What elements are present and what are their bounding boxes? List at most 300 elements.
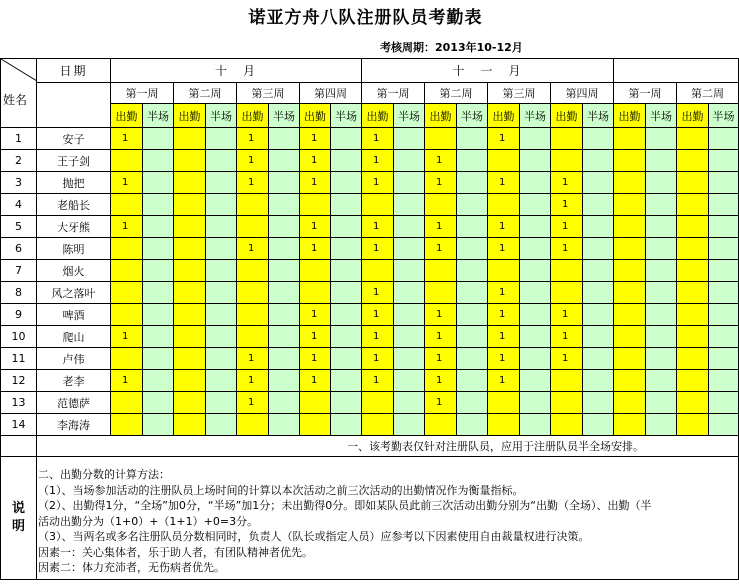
half-cell[interactable] [646,260,677,282]
half-cell[interactable] [583,260,614,282]
attend-cell[interactable] [237,194,269,216]
attend-cell[interactable] [677,172,709,194]
attend-cell[interactable]: 1 [362,304,394,326]
half-cell[interactable] [583,392,614,414]
half-cell[interactable] [709,414,739,436]
half-cell[interactable] [269,172,300,194]
attend-cell[interactable]: 1 [425,304,457,326]
half-cell[interactable] [269,348,300,370]
attend-cell[interactable]: 1 [362,172,394,194]
attend-cell[interactable]: 1 [488,348,520,370]
attend-cell[interactable] [174,128,206,150]
half-cell[interactable] [269,414,300,436]
half-cell[interactable] [143,414,174,436]
half-cell[interactable] [457,194,488,216]
half-cell[interactable] [709,348,739,370]
half-cell[interactable] [583,304,614,326]
attend-cell[interactable] [362,392,394,414]
half-cell[interactable] [269,216,300,238]
half-cell[interactable] [583,150,614,172]
attend-cell[interactable]: 1 [488,172,520,194]
half-cell[interactable] [143,282,174,304]
half-cell[interactable] [331,150,362,172]
half-cell[interactable] [269,304,300,326]
attend-cell[interactable] [614,370,646,392]
half-cell[interactable] [206,304,237,326]
attend-cell[interactable]: 1 [111,370,143,392]
table-row [1,370,739,392]
half-cell[interactable] [646,370,677,392]
attend-cell[interactable]: 1 [300,348,331,370]
attend-cell[interactable] [551,370,583,392]
attend-cell[interactable]: 1 [488,304,520,326]
half-cell[interactable] [457,216,488,238]
attend-cell[interactable] [174,304,206,326]
attend-cell[interactable]: 1 [362,216,394,238]
row-number: 3 [1,172,37,194]
attend-cell[interactable]: 1 [425,172,457,194]
half-cell[interactable] [206,150,237,172]
half-cell[interactable] [457,326,488,348]
half-cell[interactable] [331,172,362,194]
half-cell[interactable] [520,326,551,348]
explanation-side-label [1,457,37,580]
attend-cell[interactable]: 1 [300,150,331,172]
attend-cell[interactable] [174,392,206,414]
attend-cell[interactable] [300,282,331,304]
attend-cell[interactable] [488,150,520,172]
week-header: 第三周 [237,83,300,104]
half-cell[interactable] [520,128,551,150]
half-cell[interactable] [583,128,614,150]
attend-cell[interactable]: 1 [425,370,457,392]
half-cell[interactable] [269,194,300,216]
half-cell[interactable] [709,172,739,194]
attend-cell[interactable]: 1 [488,282,520,304]
half-cell[interactable] [583,194,614,216]
half-cell[interactable] [583,172,614,194]
attend-cell[interactable]: 1 [300,370,331,392]
attend-cell[interactable] [677,150,709,172]
half-header: 半场 [646,104,677,128]
attend-header: 出勤 [614,104,646,128]
half-cell[interactable] [583,370,614,392]
attend-cell[interactable] [300,414,331,436]
attend-cell[interactable]: 1 [425,216,457,238]
half-cell[interactable] [206,414,237,436]
attend-cell[interactable] [111,282,143,304]
half-cell[interactable] [206,260,237,282]
half-cell[interactable] [709,194,739,216]
half-cell[interactable] [331,414,362,436]
half-cell[interactable] [457,414,488,436]
attend-cell[interactable] [677,392,709,414]
half-cell[interactable] [520,282,551,304]
attend-cell[interactable]: 1 [551,348,583,370]
half-cell[interactable] [709,282,739,304]
half-cell[interactable] [394,326,425,348]
attend-cell[interactable] [551,414,583,436]
half-cell[interactable] [457,128,488,150]
attend-cell[interactable] [488,260,520,282]
half-cell[interactable] [709,392,739,414]
attend-cell[interactable] [614,348,646,370]
half-cell[interactable] [394,194,425,216]
attend-cell[interactable] [362,194,394,216]
half-cell[interactable] [709,260,739,282]
half-cell[interactable] [646,326,677,348]
half-cell[interactable] [269,326,300,348]
half-cell[interactable] [143,392,174,414]
attend-cell[interactable] [488,194,520,216]
half-cell[interactable] [646,150,677,172]
half-cell[interactable] [143,326,174,348]
half-cell[interactable] [394,260,425,282]
half-cell[interactable] [269,282,300,304]
attend-cell[interactable] [174,260,206,282]
half-cell[interactable] [143,370,174,392]
attend-cell[interactable] [551,392,583,414]
attend-cell[interactable] [614,216,646,238]
half-cell[interactable] [457,260,488,282]
attend-cell[interactable] [111,304,143,326]
half-cell[interactable] [206,370,237,392]
attend-cell[interactable] [174,348,206,370]
attend-cell[interactable]: 1 [237,128,269,150]
half-cell[interactable] [520,172,551,194]
half-cell[interactable] [206,194,237,216]
half-cell[interactable] [394,128,425,150]
table-row [1,172,739,194]
attend-cell[interactable] [425,414,457,436]
half-cell[interactable] [646,172,677,194]
attend-cell[interactable] [677,282,709,304]
attend-cell[interactable] [111,414,143,436]
attend-cell[interactable]: 1 [237,172,269,194]
attend-cell[interactable]: 1 [362,326,394,348]
half-header: 半场 [269,104,300,128]
attend-cell[interactable] [677,326,709,348]
half-cell[interactable] [457,172,488,194]
attend-cell[interactable]: 1 [362,348,394,370]
half-cell[interactable] [457,348,488,370]
attend-cell[interactable] [237,282,269,304]
half-cell[interactable] [394,172,425,194]
attend-cell[interactable] [174,238,206,260]
half-cell[interactable] [394,282,425,304]
attend-cell[interactable]: 1 [237,238,269,260]
attend-cell[interactable]: 1 [111,216,143,238]
attend-cell[interactable] [300,260,331,282]
attend-cell[interactable] [425,128,457,150]
half-cell[interactable] [583,282,614,304]
half-cell[interactable] [331,194,362,216]
attend-cell[interactable]: 1 [551,216,583,238]
half-cell[interactable] [394,304,425,326]
half-cell[interactable] [457,150,488,172]
attend-cell[interactable] [614,260,646,282]
attend-cell[interactable] [488,414,520,436]
attend-cell[interactable]: 1 [551,238,583,260]
attend-cell[interactable] [677,348,709,370]
attend-cell[interactable] [488,392,520,414]
attend-cell[interactable] [174,150,206,172]
attend-cell[interactable] [174,216,206,238]
half-cell[interactable] [709,128,739,150]
half-cell[interactable] [394,150,425,172]
half-cell[interactable] [394,348,425,370]
attend-cell[interactable]: 1 [237,370,269,392]
half-cell[interactable] [646,392,677,414]
attend-cell[interactable] [111,238,143,260]
attend-cell[interactable] [237,326,269,348]
half-cell[interactable] [143,128,174,150]
attend-cell[interactable] [362,260,394,282]
attend-cell[interactable] [551,128,583,150]
half-cell[interactable] [394,414,425,436]
half-cell[interactable] [394,370,425,392]
note-scope: 一、该考勤表仅针对注册队员，应用于注册队员半全场安排。 [37,436,739,457]
half-cell[interactable] [143,150,174,172]
attend-cell[interactable]: 1 [362,128,394,150]
attend-cell[interactable]: 1 [237,150,269,172]
row-number: 11 [1,348,37,370]
attend-cell[interactable]: 1 [551,304,583,326]
attend-cell[interactable] [677,194,709,216]
attend-cell[interactable]: 1 [300,128,331,150]
half-cell[interactable] [394,392,425,414]
half-cell[interactable] [331,260,362,282]
attend-cell[interactable]: 1 [488,370,520,392]
half-cell[interactable] [331,282,362,304]
attend-cell[interactable] [677,216,709,238]
attend-cell[interactable]: 1 [362,238,394,260]
half-cell[interactable] [331,216,362,238]
half-cell[interactable] [583,326,614,348]
half-cell[interactable] [143,304,174,326]
member-name: 啤酒 [37,304,111,326]
half-cell[interactable] [331,392,362,414]
half-cell[interactable] [394,238,425,260]
half-cell[interactable] [331,128,362,150]
attend-cell[interactable]: 1 [111,128,143,150]
half-cell[interactable] [206,216,237,238]
half-cell[interactable] [206,128,237,150]
attend-cell[interactable] [425,194,457,216]
half-cell[interactable] [269,238,300,260]
half-cell[interactable] [520,414,551,436]
half-cell[interactable] [709,304,739,326]
attend-cell[interactable]: 1 [488,238,520,260]
attend-cell[interactable] [614,128,646,150]
attend-cell[interactable]: 1 [488,216,520,238]
attend-cell[interactable] [111,194,143,216]
attend-cell[interactable]: 1 [425,348,457,370]
half-cell[interactable] [206,348,237,370]
attend-cell[interactable] [551,282,583,304]
half-cell[interactable] [457,304,488,326]
half-cell[interactable] [709,326,739,348]
attend-cell[interactable] [237,304,269,326]
attend-cell[interactable] [237,260,269,282]
week-header: 第三周 [488,83,551,104]
attend-cell[interactable] [237,414,269,436]
half-cell[interactable] [143,216,174,238]
half-cell[interactable] [646,282,677,304]
half-cell[interactable] [520,238,551,260]
half-cell[interactable] [709,370,739,392]
attend-cell[interactable]: 1 [362,370,394,392]
attend-cell[interactable]: 1 [551,194,583,216]
attend-cell[interactable] [677,370,709,392]
attend-cell[interactable] [614,238,646,260]
attend-cell[interactable] [111,150,143,172]
attend-cell[interactable]: 1 [425,150,457,172]
half-cell[interactable] [646,414,677,436]
half-cell[interactable] [457,392,488,414]
attend-cell[interactable] [614,304,646,326]
half-cell[interactable] [520,150,551,172]
half-cell[interactable] [646,216,677,238]
half-cell[interactable] [331,370,362,392]
attend-cell[interactable]: 1 [362,282,394,304]
half-cell[interactable] [331,304,362,326]
attend-cell[interactable] [362,414,394,436]
attend-cell[interactable]: 1 [300,216,331,238]
attend-cell[interactable]: 1 [237,392,269,414]
attend-cell[interactable] [677,304,709,326]
attend-cell[interactable] [111,260,143,282]
attend-cell[interactable]: 1 [300,172,331,194]
half-cell[interactable] [206,282,237,304]
attend-cell[interactable] [174,172,206,194]
half-cell[interactable] [583,216,614,238]
half-cell[interactable] [646,194,677,216]
attend-cell[interactable] [174,370,206,392]
half-cell[interactable] [269,128,300,150]
attend-cell[interactable] [614,194,646,216]
half-cell[interactable] [520,260,551,282]
half-cell[interactable] [143,194,174,216]
half-cell[interactable] [646,304,677,326]
attend-cell[interactable]: 1 [111,326,143,348]
attend-cell[interactable] [677,128,709,150]
attend-cell[interactable] [614,172,646,194]
sheet-title: 诺亚方舟八队注册队员考勤表 [248,8,483,28]
attend-cell[interactable] [174,326,206,348]
half-cell[interactable] [709,238,739,260]
attend-cell[interactable] [677,414,709,436]
attend-cell[interactable]: 1 [551,172,583,194]
half-cell[interactable] [646,128,677,150]
attend-cell[interactable] [300,392,331,414]
assessment-period: 考核周期：2013年10-12月 [380,41,523,54]
attend-cell[interactable] [300,194,331,216]
attend-cell[interactable]: 1 [300,304,331,326]
half-cell[interactable] [143,172,174,194]
half-cell[interactable] [583,348,614,370]
attend-cell[interactable]: 1 [237,348,269,370]
half-cell[interactable] [269,150,300,172]
attend-cell[interactable]: 1 [425,392,457,414]
half-cell[interactable] [269,392,300,414]
attend-cell[interactable] [614,282,646,304]
half-cell[interactable] [394,216,425,238]
attend-cell[interactable]: 1 [300,326,331,348]
attend-cell[interactable] [425,260,457,282]
half-cell[interactable] [457,282,488,304]
attend-cell[interactable] [614,326,646,348]
attend-cell[interactable] [174,414,206,436]
half-cell[interactable] [583,414,614,436]
half-cell[interactable] [331,238,362,260]
half-cell[interactable] [331,326,362,348]
attend-cell[interactable]: 1 [362,150,394,172]
half-cell[interactable] [520,194,551,216]
member-name: 老船长 [37,194,111,216]
attend-cell[interactable]: 1 [551,326,583,348]
half-cell[interactable] [269,370,300,392]
attend-cell[interactable]: 1 [111,172,143,194]
row-number: 6 [1,238,37,260]
attend-cell[interactable] [551,260,583,282]
half-cell[interactable] [646,238,677,260]
attend-cell[interactable]: 1 [488,128,520,150]
half-cell[interactable] [520,216,551,238]
half-cell[interactable] [520,370,551,392]
half-cell[interactable] [646,348,677,370]
row-number: 13 [1,392,37,414]
attend-cell[interactable] [425,282,457,304]
attend-cell[interactable] [614,414,646,436]
member-name: 安子 [37,128,111,150]
attend-cell[interactable] [614,150,646,172]
half-cell[interactable] [520,392,551,414]
attend-cell[interactable] [111,348,143,370]
attend-cell[interactable] [551,150,583,172]
attend-cell[interactable] [174,194,206,216]
half-cell[interactable] [457,370,488,392]
side-label-char: 明 [11,519,25,534]
half-cell[interactable] [520,348,551,370]
half-cell[interactable] [709,150,739,172]
half-cell[interactable] [269,260,300,282]
half-cell[interactable] [583,238,614,260]
attend-cell[interactable]: 1 [488,326,520,348]
half-cell[interactable] [206,326,237,348]
half-cell[interactable] [143,238,174,260]
half-cell[interactable] [143,260,174,282]
attend-cell[interactable] [111,392,143,414]
half-cell[interactable] [520,304,551,326]
attend-cell[interactable]: 1 [425,326,457,348]
member-name: 爬山 [37,326,111,348]
half-cell[interactable] [457,238,488,260]
attend-cell[interactable] [237,216,269,238]
half-cell[interactable] [709,216,739,238]
attend-cell[interactable]: 1 [300,238,331,260]
attend-cell[interactable] [174,282,206,304]
half-cell[interactable] [143,348,174,370]
attend-cell[interactable] [677,238,709,260]
half-cell[interactable] [331,348,362,370]
half-cell[interactable] [206,172,237,194]
attend-cell[interactable]: 1 [425,238,457,260]
attend-cell[interactable] [677,260,709,282]
half-cell[interactable] [206,392,237,414]
attend-cell[interactable] [614,392,646,414]
half-cell[interactable] [206,238,237,260]
